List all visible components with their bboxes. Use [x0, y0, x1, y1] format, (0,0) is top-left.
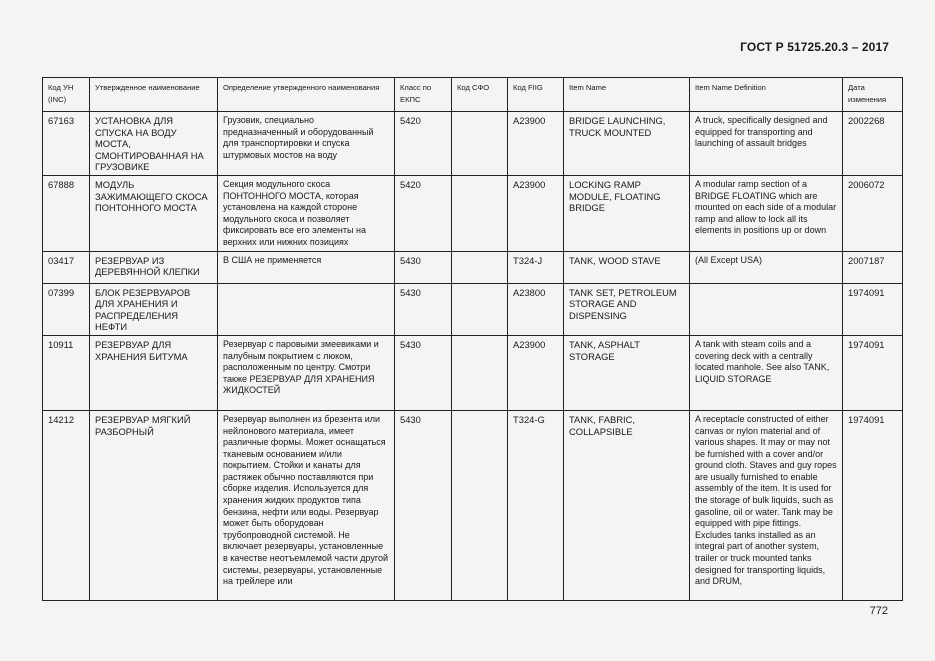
cell-change-date: 1974091 [843, 335, 903, 410]
table-header [43, 78, 903, 112]
cell-class: 5420 [395, 175, 452, 251]
cell-fiig: A23900 [508, 335, 564, 410]
cell-approved-name: РЕЗЕРВУАР ДЛЯ ХРАНЕНИЯ БИТУМА [90, 335, 218, 410]
cell-code: 03417 [43, 251, 90, 283]
catalog-table [42, 77, 903, 601]
column-header-approved-name: Утвержденное наименование [90, 78, 218, 112]
cell-definition: В США не применяется [218, 251, 395, 283]
cell-definition: Резервуар с паровыми змеевиками и палубным покрытием с люком, расположенным по центру. Смотри также РЕЗЕРВУАР ДЛЯ ХРАНЕНИЯ ЖИДКОСТЕЙ [218, 335, 395, 410]
cell-approved-name: БЛОК РЕЗЕРВУАРОВ ДЛЯ ХРАНЕНИЯ И РАСПРЕДЕЛЕНИЯ НЕФТИ [90, 283, 218, 335]
cell-code: 07399 [43, 283, 90, 335]
column-header-code: Код УН (INC) [43, 78, 90, 112]
cell-definition: Секция модульного скоса ПОНТОННОГО МОСТА, которая установлена на каждой стороне модульного скоса и позволяет фиксировать все его элементы на верхних или нижних позициях [218, 175, 395, 251]
cell-definition: Грузовик, специально предназначенный и оборудованный для транспортировки и спуска штурмовых мостов на воду [218, 112, 395, 176]
cell-approved-name: РЕЗЕРВУАР МЯГКИЙ РАЗБОРНЫЙ [90, 410, 218, 600]
cell-class: 5430 [395, 283, 452, 335]
cell-change-date: 2006072 [843, 175, 903, 251]
cell-sfo [452, 283, 508, 335]
cell-code: 14212 [43, 410, 90, 600]
table-row [43, 175, 903, 251]
column-header-item-name: Item Name [564, 78, 690, 112]
cell-sfo [452, 335, 508, 410]
cell-class: 5420 [395, 112, 452, 176]
cell-change-date: 2002268 [843, 112, 903, 176]
cell-item-name: TANK, ASPHALT STORAGE [564, 335, 690, 410]
cell-approved-name: РЕЗЕРВУАР ИЗ ДЕРЕВЯННОЙ КЛЕПКИ [90, 251, 218, 283]
cell-item-definition: (All Except USA) [690, 251, 843, 283]
cell-item-definition: A modular ramp section of a BRIDGE FLOATING which are mounted on each side of a modular ramp and allow to lock all its elements in positions up or down [690, 175, 843, 251]
table-row [43, 335, 903, 410]
cell-definition: Резервуар выполнен из брезента или нейлонового материала, имеет различные формы. Может оснащаться тканевым основанием и/или покрытием. Стойки и канаты для растяжек обычно поставляются при сборке изделия. Используется для хранения жидких продуктов типа бензина, нефти или воды. Резервуар может быть оборудован трубопроводной системой. Не включает резервуары, установленные в качестве неотъемлемой части другой системы, резервуары, установленные на трейлере или [218, 410, 395, 600]
cell-fiig: T324-J [508, 251, 564, 283]
cell-definition [218, 283, 395, 335]
cell-fiig: T324-G [508, 410, 564, 600]
cell-item-definition: A tank with steam coils and a covering deck with a centrally located manhole. See also TANK, LIQUID STORAGE [690, 335, 843, 410]
cell-fiig: A23900 [508, 175, 564, 251]
table-row [43, 251, 903, 283]
column-header-item-name-definition: Item Name Definition [690, 78, 843, 112]
cell-approved-name: УСТАНОВКА ДЛЯ СПУСКА НА ВОДУ МОСТА, СМОНТИРОВАННАЯ НА ГРУЗОВИКЕ [90, 112, 218, 176]
cell-sfo [452, 410, 508, 600]
column-header-class: Класс по ЕКПС [395, 78, 452, 112]
cell-fiig: A23800 [508, 283, 564, 335]
cell-item-name: TANK, FABRIC, COLLAPSIBLE [564, 410, 690, 600]
cell-item-definition: A truck, specifically designed and equipped for transporting and launching of assault bridges [690, 112, 843, 176]
cell-item-name: BRIDGE LAUNCHING, TRUCK MOUNTED [564, 112, 690, 176]
cell-item-name: LOCKING RAMP MODULE, FLOATING BRIDGE [564, 175, 690, 251]
cell-sfo [452, 251, 508, 283]
table-row [43, 410, 903, 600]
table-row [43, 112, 903, 176]
column-header-change-date: Дата изменения [843, 78, 903, 112]
cell-change-date: 1974091 [843, 410, 903, 600]
cell-class: 5430 [395, 251, 452, 283]
cell-code: 10911 [43, 335, 90, 410]
cell-fiig: A23900 [508, 112, 564, 176]
cell-change-date: 2007187 [843, 251, 903, 283]
column-header-sfo: Код СФО [452, 78, 508, 112]
cell-change-date: 1974091 [843, 283, 903, 335]
cell-sfo [452, 175, 508, 251]
cell-code: 67888 [43, 175, 90, 251]
cell-approved-name: МОДУЛЬ ЗАЖИМАЮЩЕГО СКОСА ПОНТОННОГО МОСТА [90, 175, 218, 251]
cell-item-definition [690, 283, 843, 335]
cell-item-name: TANK, WOOD STAVE [564, 251, 690, 283]
cell-sfo [452, 112, 508, 176]
document-standard-header: ГОСТ Р 51725.20.3 – 2017 [740, 40, 889, 54]
page-number: 772 [869, 605, 888, 617]
column-header-fiig: Код FIIG [508, 78, 564, 112]
column-header-definition: Определение утвержденного наименования [218, 78, 395, 112]
cell-item-name: TANK SET, PETROLEUM STORAGE AND DISPENSING [564, 283, 690, 335]
table-row [43, 283, 903, 335]
cell-class: 5430 [395, 335, 452, 410]
cell-class: 5430 [395, 410, 452, 600]
cell-item-definition: A receptacle constructed of either canvas or nylon material and of various shapes. It may or may not be furnished with a cover and/or ground cloth. Staves and guy ropes are usually furnished to enable assembly of the item. It is used for the storage of bulk liquids, such as gasoline, oil or water. Tank may be equipped with pipe fittings. Excludes tanks installed as an integral part of another system, trailer or truck mounted tanks designed for transporting liquids, and DRUM, [690, 410, 843, 600]
cell-code: 67163 [43, 112, 90, 176]
